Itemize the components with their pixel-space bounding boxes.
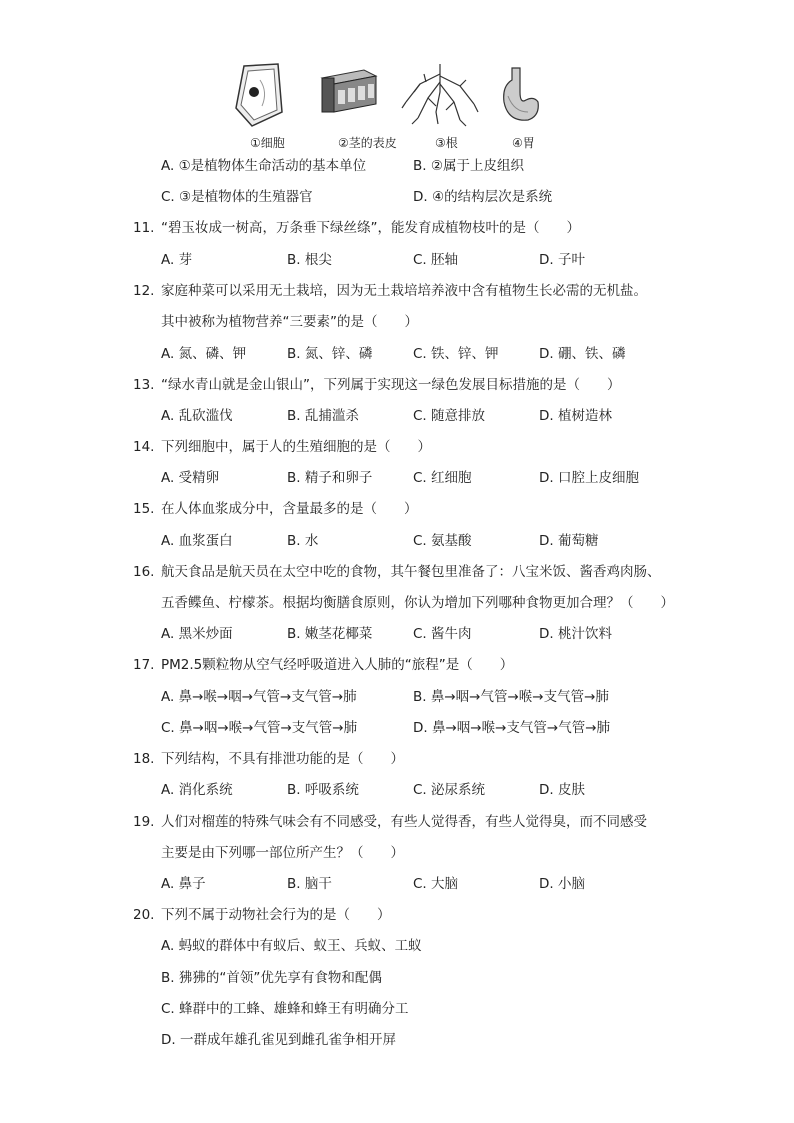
q10-option-c[interactable]: C. ③是植物体的生殖器官 <box>161 189 313 205</box>
question-number: 17. <box>133 657 155 673</box>
q10-option-a[interactable]: A. ①是植物体生命活动的基本单位 <box>161 158 367 174</box>
option-c[interactable]: C. 大脑 <box>413 876 459 892</box>
option-c[interactable]: C. 泌尿系统 <box>413 782 486 798</box>
option-a[interactable]: A. 消化系统 <box>161 782 233 798</box>
option-b[interactable]: B. 脑干 <box>287 876 332 892</box>
option-c[interactable]: C. 蜂群中的工蜂、雄蜂和蜂王有明确分工 <box>161 1001 409 1017</box>
q10-option-b[interactable]: B. ②属于上皮组织 <box>413 158 524 174</box>
question-number: 13. <box>133 377 155 393</box>
option-d[interactable]: D. 皮肤 <box>539 782 585 798</box>
figure-row <box>228 62 568 154</box>
option-b[interactable]: B. 氮、锌、磷 <box>287 346 373 362</box>
option-b[interactable]: B. 乱捕滥杀 <box>287 408 359 424</box>
question-number: 11. <box>133 220 155 236</box>
figure-label-cell: ①细胞 <box>250 136 285 150</box>
option-a[interactable]: A. 血浆蛋白 <box>161 533 233 549</box>
option-b[interactable]: B. 嫩茎花椰菜 <box>287 626 373 642</box>
question-text: “绿水青山就是金山银山”，下列属于实现这一绿色发展目标措施的是（ ） <box>161 377 621 393</box>
question-number: 12. <box>133 283 155 299</box>
figure-label-root: ③根 <box>435 136 458 150</box>
option-c[interactable]: C. 随意排放 <box>413 408 486 424</box>
question-number: 16. <box>133 564 155 580</box>
question-text: 下列结构，不具有排泄功能的是（ ） <box>161 751 404 767</box>
option-c[interactable]: C. 胚轴 <box>413 252 459 268</box>
option-d[interactable]: D. 桃汁饮料 <box>539 626 612 642</box>
option-a[interactable]: A. 受精卵 <box>161 470 220 486</box>
question-number: 19. <box>133 814 155 830</box>
question-text: 下列不属于动物社会行为的是（ ） <box>161 907 391 923</box>
question-text: 下列细胞中，属于人的生殖细胞的是（ ） <box>161 439 431 455</box>
question-text: 航天食品是航天员在太空中吃的食物，其午餐包里准备了：八宝米饭、酱香鸡肉肠、 <box>161 564 661 580</box>
option-a[interactable]: A. 鼻→喉→咽→气管→支气管→肺 <box>161 689 357 705</box>
root-illustration <box>400 62 480 128</box>
question-number: 15. <box>133 501 155 517</box>
q10-option-d[interactable]: D. ④的结构层次是系统 <box>413 189 553 205</box>
option-c[interactable]: C. 氨基酸 <box>413 533 472 549</box>
stem-epidermis-illustration <box>318 68 378 118</box>
option-d[interactable]: D. 葡萄糖 <box>539 533 599 549</box>
option-b[interactable]: B. 鼻→咽→气管→喉→支气管→肺 <box>413 689 609 705</box>
option-d[interactable]: D. 硼、铁、磷 <box>539 346 626 362</box>
question-text: 人们对榴莲的特殊气味会有不同感受，有些人觉得香，有些人觉得臭，而不同感受 <box>161 814 647 830</box>
option-c[interactable]: C. 酱牛肉 <box>413 626 472 642</box>
question-number: 18. <box>133 751 155 767</box>
option-a[interactable]: A. 鼻子 <box>161 876 206 892</box>
option-a[interactable]: A. 氮、磷、钾 <box>161 346 247 362</box>
option-d[interactable]: D. 一群成年雄孔雀见到雌孔雀争相开屏 <box>161 1032 396 1048</box>
option-b[interactable]: B. 水 <box>287 533 319 549</box>
question-text: PM2.5颗粒物从空气经呼吸道进入人肺的“旅程”是（ ） <box>161 657 514 673</box>
figure-label-stem-epidermis: ②茎的表皮 <box>338 136 397 150</box>
option-d[interactable]: D. 子叶 <box>539 252 585 268</box>
question-number: 20. <box>133 907 155 923</box>
cell-illustration <box>234 62 284 128</box>
question-text: 在人体血浆成分中，含量最多的是（ ） <box>161 501 418 517</box>
question-text: “碧玉妆成一树高，万条垂下绿丝绦”，能发育成植物枝叶的是（ ） <box>161 220 580 236</box>
option-a[interactable]: A. 黑米炒面 <box>161 626 233 642</box>
stomach-illustration <box>498 66 542 126</box>
option-b[interactable]: B. 精子和卵子 <box>287 470 373 486</box>
option-a[interactable]: A. 蚂蚁的群体中有蚁后、蚁王、兵蚁、工蚁 <box>161 938 422 954</box>
option-c[interactable]: C. 鼻→咽→喉→气管→支气管→肺 <box>161 720 358 736</box>
option-b[interactable]: B. 根尖 <box>287 252 332 268</box>
option-d[interactable]: D. 植树造林 <box>539 408 612 424</box>
option-a[interactable]: A. 乱砍滥伐 <box>161 408 233 424</box>
option-a[interactable]: A. 芽 <box>161 252 193 268</box>
option-d[interactable]: D. 鼻→咽→喉→支气管→气管→肺 <box>413 720 611 736</box>
figure-label-stomach: ④胃 <box>512 136 535 150</box>
option-b[interactable]: B. 狒狒的“首领”优先享有食物和配偶 <box>161 970 382 986</box>
question-text-continued: 主要是由下列哪一部位所产生？（ ） <box>161 845 404 861</box>
question-text: 家庭种菜可以采用无土栽培，因为无土栽培培养液中含有植物生长必需的无机盐。 <box>161 283 647 299</box>
question-text-continued: 其中被称为植物营养“三要素”的是（ ） <box>161 314 418 330</box>
question-number: 14. <box>133 439 155 455</box>
option-d[interactable]: D. 小脑 <box>539 876 585 892</box>
option-b[interactable]: B. 呼吸系统 <box>287 782 359 798</box>
option-c[interactable]: C. 红细胞 <box>413 470 472 486</box>
option-d[interactable]: D. 口腔上皮细胞 <box>539 470 639 486</box>
question-text-continued: 五香鲽鱼、柠檬茶。根据均衡膳食原则，你认为增加下列哪种食物更加合理？（ ） <box>161 595 674 611</box>
option-c[interactable]: C. 铁、锌、钾 <box>413 346 499 362</box>
